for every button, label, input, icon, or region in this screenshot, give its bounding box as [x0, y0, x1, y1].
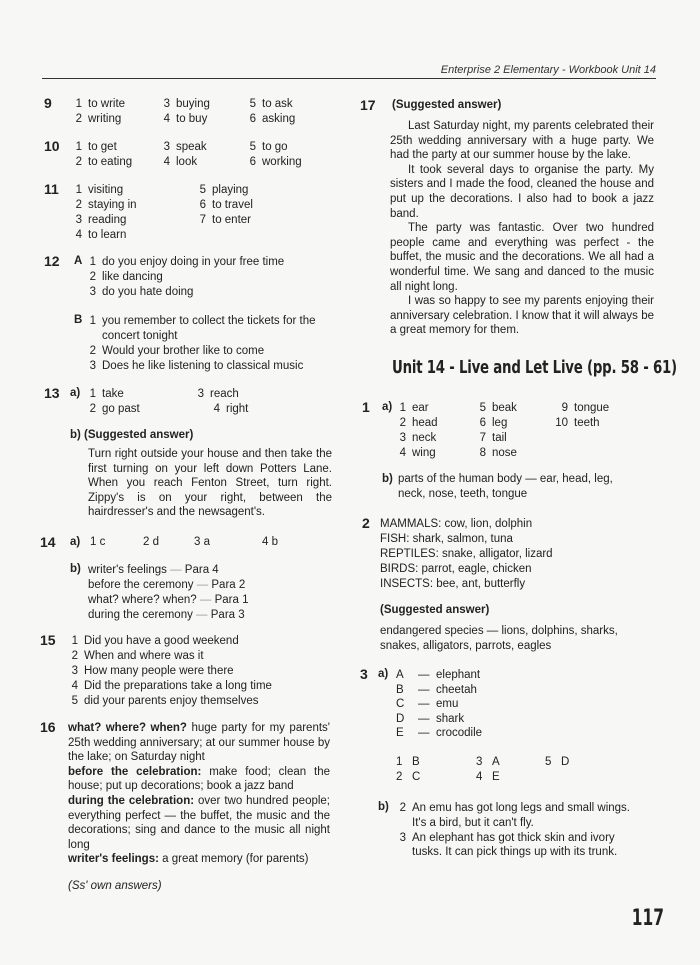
- q16-text-before: make food; clean the house; put up decorations; book a jazz band: [68, 765, 330, 793]
- item-text: buying: [176, 98, 210, 110]
- item-text: what? where? when?: [88, 594, 197, 606]
- q17-number: 17: [360, 97, 376, 113]
- item-text: tongue: [574, 402, 610, 414]
- dash: —: [418, 712, 430, 725]
- match-num: 3: [476, 756, 483, 768]
- q17-label: (Suggested answer): [392, 99, 502, 111]
- q13-part-b-label: b) (Suggested answer): [70, 429, 194, 441]
- item-num: 4: [163, 156, 170, 168]
- item-text: It's a bird, but it can't fly.: [412, 816, 534, 829]
- item-text: When and where was it: [84, 650, 204, 662]
- u1-col1: [392, 401, 438, 461]
- item-text: working: [262, 156, 302, 168]
- item-text: An elephant has got thick skin and ivory: [412, 831, 615, 844]
- q9-number: 9: [44, 95, 52, 111]
- u3-match: [396, 756, 420, 768]
- item-text: to buy: [176, 113, 208, 125]
- animal-letter: B: [396, 683, 404, 696]
- category-line: REPTILES: snake, alligator, lizard: [380, 548, 553, 560]
- item-text: do you hate doing: [102, 286, 194, 298]
- running-header: Enterprise 2 Elementary - Workbook Unit 14: [440, 64, 656, 76]
- category-line: FISH: shark, salmon, tuna: [380, 533, 513, 545]
- q10-col2: [156, 140, 207, 170]
- q9-col3: [242, 97, 295, 127]
- item-text: did your parents enjoy themselves: [84, 695, 259, 707]
- animal-name: shark: [436, 712, 465, 725]
- u1-col3: [554, 401, 609, 431]
- match-num: 2: [396, 771, 403, 783]
- item-num: 3: [89, 286, 96, 298]
- match-letter: B: [412, 756, 420, 768]
- item-num: 1: [399, 402, 406, 414]
- u3-animal-list: [396, 668, 482, 741]
- match-letter: C: [412, 771, 421, 783]
- q12-part-b-label: B: [74, 314, 83, 326]
- item-num: 2: [89, 403, 96, 415]
- item-text: Did you have a good weekend: [84, 635, 239, 647]
- item-text: nose: [492, 447, 517, 459]
- dash: —: [418, 683, 430, 696]
- item-num: 1: [75, 184, 82, 196]
- item-text: ear: [412, 402, 429, 414]
- item-num: 2: [89, 271, 96, 283]
- u1-b-line1: parts of the human body — ear, head, leg,: [398, 473, 613, 485]
- item-text: head: [412, 417, 438, 429]
- q16-footer: (Ss' own answers): [68, 880, 162, 892]
- u1-col2: [472, 401, 517, 461]
- u1-b-line2: neck, nose, teeth, tongue: [398, 488, 528, 500]
- match-letter: D: [561, 756, 570, 768]
- item-num: 2: [75, 199, 82, 211]
- item-text: you remember to collect the tickets for the: [102, 315, 316, 327]
- item-text: tusks. It can pick things up with its trunk.: [412, 846, 618, 859]
- q10-col1: [68, 140, 132, 170]
- item-num: 7: [479, 432, 486, 444]
- q11-number: 11: [44, 181, 59, 197]
- q17-para: It took several days to organise the party. My sisters and I made the food, cleaned the house and put up the decorations. I also had to book a jazz band.: [390, 163, 654, 220]
- item-num: 2: [75, 156, 82, 168]
- animal-name: emu: [436, 698, 459, 711]
- header-rule: [42, 78, 656, 79]
- q14-a-item: 2 d: [143, 536, 159, 548]
- q16-label-during: during the celebration:: [68, 794, 195, 807]
- item-num: 1: [89, 315, 96, 327]
- item-num: 1: [89, 388, 96, 400]
- q15-list: [64, 634, 272, 709]
- animal-letter: C: [396, 698, 405, 711]
- item-text: right: [226, 403, 249, 415]
- item-num: 10: [555, 417, 568, 429]
- item-text: tail: [492, 432, 507, 444]
- item-answer: Para 2: [211, 579, 246, 591]
- item-num: 2: [399, 417, 406, 429]
- item-num: 9: [561, 402, 568, 414]
- animal-letter: E: [396, 727, 404, 740]
- item-num: 4: [399, 447, 406, 459]
- q16-number: 16: [40, 719, 56, 735]
- item-num: 1: [89, 256, 96, 268]
- item-num: 3: [163, 141, 170, 153]
- u3-match: [476, 771, 500, 783]
- item-text: like dancing: [102, 271, 163, 283]
- q14-part-a-label: a): [70, 536, 81, 548]
- u1-part-b-label: b): [382, 473, 393, 485]
- item-num: 6: [199, 199, 206, 211]
- item-text: staying in: [88, 199, 137, 211]
- animal-name: crocodile: [436, 727, 483, 740]
- item-text: Would your brother like to come: [102, 345, 265, 357]
- item-text: writer's feelings: [88, 564, 167, 576]
- item-num: 1: [75, 98, 82, 110]
- q12-part-a-list: [82, 255, 284, 300]
- category-line: INSECTS: bee, ant, butterfly: [380, 578, 526, 590]
- u3-match: [396, 771, 420, 783]
- q12-part-b-list: [82, 314, 315, 374]
- item-text: neck: [412, 432, 437, 444]
- q16-text-when: huge party for my parents' 25th wedding anniversary; at our summer house by the lake; on Saturday night: [68, 722, 330, 764]
- u2-categories: [380, 517, 553, 592]
- q16-label-when: what? where? when?: [68, 722, 187, 734]
- q9-col2: [156, 97, 210, 127]
- item-num: 5: [249, 98, 256, 110]
- q16-text-during: over two hundred people; everything perfect — the buffet, the music and the decorations; sing and dance to the music all night long: [68, 794, 331, 851]
- dash: —: [418, 669, 430, 681]
- item-text: reach: [210, 388, 239, 400]
- item-num: 4: [213, 403, 220, 415]
- u3-number: 3: [360, 666, 368, 682]
- item-text: do you enjoy doing in your free time: [102, 256, 285, 268]
- q14-a-item: 3 a: [194, 536, 210, 548]
- q14-b-list: writer's feelings — Para 4 before the ceremony — Para 2 what? where? when? — Para 1 during the ceremony — Para 3: [88, 564, 249, 621]
- item-num: 2: [399, 802, 406, 814]
- q13-col1: [82, 387, 140, 417]
- item-num: 2: [71, 650, 78, 662]
- item-text: to enter: [212, 214, 251, 226]
- item-num: 6: [249, 156, 256, 168]
- match-num: 4: [476, 771, 483, 783]
- q12-part-a-label: A: [74, 255, 83, 267]
- q13-number: 13: [44, 385, 60, 401]
- item-text: speak: [176, 141, 207, 153]
- u2-number: 2: [362, 515, 370, 531]
- match-num: 1: [396, 756, 403, 768]
- item-num: 6: [479, 417, 486, 429]
- item-text: An emu has got long legs and small wings.: [412, 802, 630, 814]
- item-text: concert tonight: [102, 330, 178, 342]
- item-text: during the ceremony: [88, 609, 193, 621]
- item-text: asking: [262, 113, 296, 125]
- item-text: to get: [88, 141, 117, 153]
- item-text: to ask: [262, 98, 293, 110]
- q10-col3: [242, 140, 302, 170]
- u3-part-a-label: a): [378, 668, 389, 680]
- item-num: 4: [75, 229, 82, 241]
- item-num: 5: [249, 141, 256, 153]
- q15-number: 15: [40, 632, 56, 648]
- item-text: to learn: [88, 229, 127, 241]
- item-answer: Para 3: [210, 609, 245, 621]
- item-num: 8: [479, 447, 486, 459]
- item-text: wing: [412, 447, 436, 459]
- q11-col2: [192, 183, 253, 228]
- item-text: beak: [492, 402, 517, 414]
- dash: —: [418, 698, 430, 711]
- item-text: to write: [88, 98, 126, 110]
- item-text: to go: [262, 141, 288, 153]
- item-num: 3: [197, 388, 204, 400]
- item-num: 5: [479, 402, 486, 414]
- q16-label-feelings: writer's feelings:: [68, 853, 159, 866]
- item-num: 3: [71, 665, 78, 677]
- item-text: How many people were there: [84, 665, 234, 677]
- u3-b-list: [392, 801, 630, 860]
- u1-part-a-label: a): [382, 401, 393, 413]
- item-num: 5: [199, 184, 206, 196]
- q16-label-before: before the celebration:: [68, 765, 202, 778]
- item-text: go past: [102, 403, 140, 415]
- q17-para: The party was fantastic. Over two hundred people came and everything was perfect - the buffet, the music and the decorations. We all had a wonderful time. We sang and danced to the music all night long.: [390, 222, 654, 293]
- u1-number: 1: [362, 399, 370, 415]
- item-answer: Para 1: [214, 594, 249, 606]
- q12-number: 12: [44, 253, 60, 269]
- item-text: visiting: [88, 184, 124, 196]
- item-text: leg: [492, 417, 508, 429]
- item-num: 2: [75, 113, 82, 125]
- dash: —: [418, 727, 430, 740]
- item-text: before the ceremony: [88, 579, 194, 591]
- page-number: 117: [631, 906, 664, 931]
- q14-part-b-label: b): [70, 563, 81, 575]
- match-num: 5: [545, 756, 552, 768]
- item-text: look: [176, 156, 198, 168]
- item-text: playing: [212, 184, 249, 196]
- u3-match: [545, 756, 569, 768]
- q17-para: Last Saturday night, my parents celebrated their 25th wedding anniversary with a huge party. We had the party at our summer house by the lake.: [390, 120, 654, 162]
- item-num: 3: [399, 432, 406, 444]
- q14-a-item: 4 b: [262, 536, 278, 548]
- item-num: 4: [71, 680, 78, 692]
- item-num: 4: [163, 113, 170, 125]
- item-num: 3: [163, 98, 170, 110]
- q17-para: I was so happy to see my parents enjoying their anniversary celebration. I know that it will always be a great memory for them.: [390, 295, 654, 337]
- q10-number: 10: [44, 138, 60, 154]
- q11-col1: [68, 183, 137, 243]
- item-num: 1: [71, 635, 78, 647]
- match-letter: E: [492, 771, 500, 783]
- item-text: take: [102, 388, 124, 400]
- item-num: 3: [399, 831, 406, 844]
- animal-letter: A: [396, 669, 404, 681]
- item-num: 5: [71, 695, 78, 707]
- animal-name: elephant: [436, 669, 481, 681]
- item-text: teeth: [574, 417, 600, 429]
- item-text: Does he like listening to classical music: [102, 360, 304, 372]
- item-text: reading: [88, 214, 127, 226]
- item-num: 3: [89, 360, 96, 372]
- item-num: 2: [89, 345, 96, 357]
- item-text: writing: [88, 113, 122, 125]
- u2-suggested-label: (Suggested answer): [380, 604, 490, 616]
- q13-part-a-label: a): [70, 387, 81, 399]
- q14-a-item: 1 c: [90, 536, 106, 548]
- item-num: 7: [199, 214, 206, 226]
- q13-col2: [190, 387, 248, 417]
- item-num: 6: [249, 113, 256, 125]
- q16-text: [68, 721, 330, 867]
- u3-part-b-label: b): [378, 801, 389, 813]
- q14-number: 14: [40, 534, 56, 550]
- u2-species-line2: snakes, alligators, parrots, eagles: [380, 640, 552, 652]
- item-text: to eating: [88, 156, 133, 168]
- category-line: MAMMALS: cow, lion, dolphin: [380, 518, 533, 530]
- u2-species-line1: endangered species — lions, dolphins, sharks,: [380, 625, 618, 637]
- item-num: 1: [75, 141, 82, 153]
- item-answer: Para 4: [184, 564, 219, 576]
- item-num: 3: [75, 214, 82, 226]
- q17-letter: [390, 119, 654, 338]
- q9-col1: [68, 97, 125, 127]
- q13-directions-text: Turn right outside your house and then take the first turning on your left down Potters Lane. When you reach Fenton Street, turn right. Zippy's is on your right, between the hairdresser's and the newsagent's.: [88, 448, 332, 519]
- unit-title: Unit 14 - Live and Let Live (pp. 58 - 61): [392, 357, 677, 378]
- u3-match: [476, 756, 500, 768]
- item-text: to travel: [212, 199, 253, 211]
- match-letter: A: [492, 756, 500, 768]
- category-line: BIRDS: parrot, eagle, chicken: [380, 563, 532, 575]
- q16-text-feelings: a great memory (for parents): [158, 853, 309, 866]
- item-text: Did the preparations take a long time: [84, 680, 272, 692]
- animal-letter: D: [396, 712, 405, 725]
- animal-name: cheetah: [436, 683, 477, 696]
